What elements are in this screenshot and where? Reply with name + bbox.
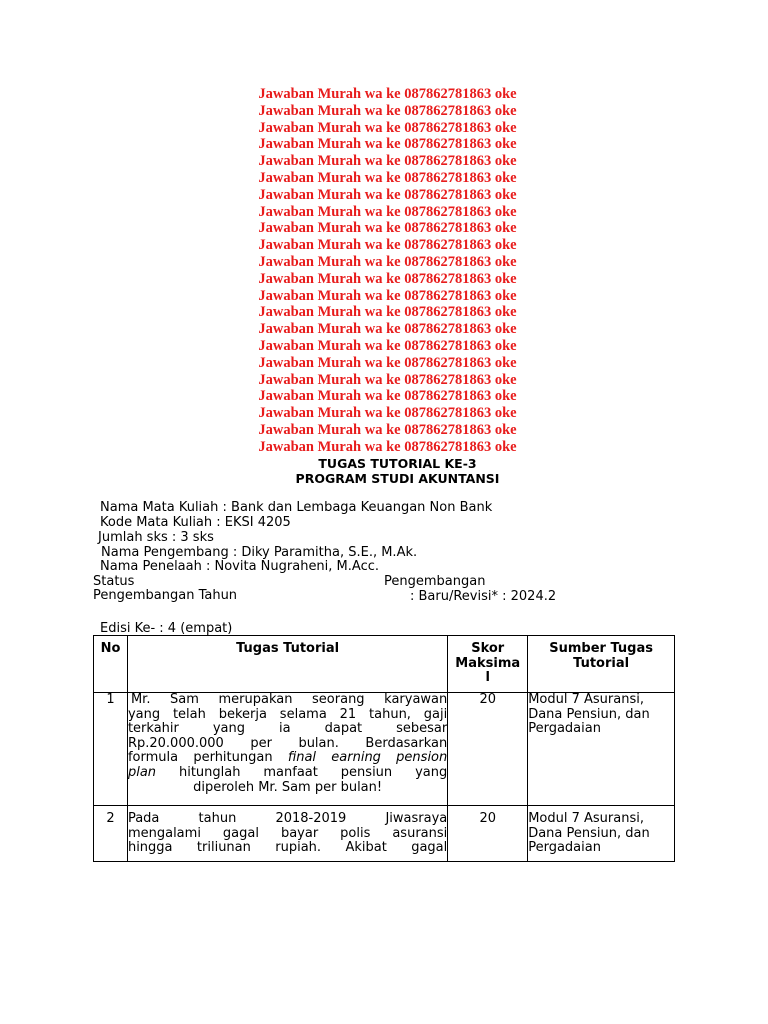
task-line: hingga triliunan rupiah. Akibat gagal <box>127 840 448 856</box>
watermark-line: Jawaban Murah wa ke 087862781863 oke <box>258 220 517 237</box>
task-description <box>127 806 447 862</box>
table-row <box>94 806 675 862</box>
watermark-line: Jawaban Murah wa ke 087862781863 oke <box>258 304 517 321</box>
source-line: Dana Pensiun, dan <box>528 825 650 841</box>
task-description <box>127 693 447 806</box>
watermark-line: Jawaban Murah wa ke 087862781863 oke <box>258 253 517 270</box>
source-line: Modul 7 Asuransi, <box>528 692 644 707</box>
assignment-title: TUGAS TUTORIAL KE-3 <box>318 456 477 471</box>
task-line: mengalami gagal bayar polis asuransi <box>127 825 448 841</box>
table-row <box>94 693 675 806</box>
credit-count: Jumlah sks : 3 sks <box>98 530 214 545</box>
reviewer-name: Nama Penelaah : Novita Nugraheni, M.Acc. <box>100 559 379 574</box>
source-line: Pergadaian <box>528 840 601 856</box>
header-task: Tugas Tutorial <box>127 636 447 693</box>
max-score: 20 <box>448 693 528 806</box>
header-source-line1: Sumber Tugas <box>549 641 653 656</box>
header-max-score <box>448 636 528 693</box>
watermark-line: Jawaban Murah wa ke 087862781863 oke <box>258 169 517 186</box>
task-source <box>528 693 675 806</box>
course-name: Nama Mata Kuliah : Bank dan Lembaga Keuangan Non Bank <box>100 500 493 515</box>
task-text: hitunglah manfaat pensiun yang <box>178 764 448 780</box>
header-max-score-line2: Maksima <box>455 655 521 671</box>
header-source-line2: Tutorial <box>573 655 630 671</box>
watermark-line: Jawaban Murah wa ke 087862781863 oke <box>258 270 517 287</box>
developer-name: Nama Pengembang : Diky Paramitha, S.E., M.Ak. <box>101 545 418 560</box>
watermark-text-block <box>0 86 768 456</box>
watermark-line: Jawaban Murah wa ke 087862781863 oke <box>258 337 517 354</box>
header-source <box>528 636 675 693</box>
header-no: No <box>94 636 128 693</box>
task-line: yang telah bekerja selama 21 tahun, gaji <box>127 706 448 722</box>
watermark-line: Jawaban Murah wa ke 087862781863 oke <box>258 421 517 438</box>
table-header-row <box>94 636 675 693</box>
task-line <box>128 751 447 766</box>
watermark-line: Jawaban Murah wa ke 087862781863 oke <box>258 86 517 102</box>
course-code: Kode Mata Kuliah : EKSI 4205 <box>100 515 291 530</box>
watermark-line: Jawaban Murah wa ke 087862781863 oke <box>258 136 517 153</box>
watermark-line: Jawaban Murah wa ke 087862781863 oke <box>258 321 517 338</box>
study-program-title: PROGRAM STUDI AKUNTANSI <box>295 471 500 486</box>
watermark-line: Jawaban Murah wa ke 087862781863 oke <box>258 371 517 388</box>
task-source <box>528 806 675 862</box>
status-label: Status <box>93 574 135 589</box>
source-line: Modul 7 Asuransi, <box>528 811 644 826</box>
watermark-line: Jawaban Murah wa ke 087862781863 oke <box>258 119 517 136</box>
watermark-line: Jawaban Murah wa ke 087862781863 oke <box>258 237 517 254</box>
watermark-line: Jawaban Murah wa ke 087862781863 oke <box>258 186 517 203</box>
task-line: Pada tahun 2018-2019 Jiwasraya <box>127 811 448 826</box>
header-max-score-line1: Skor <box>471 641 505 656</box>
watermark-line: Jawaban Murah wa ke 087862781863 oke <box>258 287 517 304</box>
task-line <box>128 766 447 781</box>
watermark-line: Jawaban Murah wa ke 087862781863 oke <box>258 438 517 455</box>
task-line: diperoleh Mr. Sam per bulan! <box>193 779 383 795</box>
source-line: Pergadaian <box>528 721 601 737</box>
watermark-line: Jawaban Murah wa ke 087862781863 oke <box>258 388 517 405</box>
row-number: 1 <box>94 693 128 806</box>
edition: Edisi Ke- : 4 (empat) <box>100 621 233 636</box>
task-line: Rp.20.000.000 per bulan. Berdasarkan <box>127 735 448 751</box>
task-line: terkahir yang ia dapat sebesar <box>127 721 448 737</box>
watermark-line: Jawaban Murah wa ke 087862781863 oke <box>258 405 517 422</box>
watermark-line: Jawaban Murah wa ke 087862781863 oke <box>258 354 517 371</box>
task-italic-term: final earning pension <box>287 750 448 766</box>
development-year-value: : Baru/Revisi* : 2024.2 <box>410 589 557 604</box>
status-value: Pengembangan <box>384 574 486 589</box>
task-italic-term: plan <box>127 764 157 780</box>
max-score: 20 <box>448 806 528 862</box>
header-max-score-line3: l <box>485 670 490 686</box>
development-year-label: Pengembangan Tahun <box>93 588 238 603</box>
watermark-line: Jawaban Murah wa ke 087862781863 oke <box>258 203 517 220</box>
row-number: 2 <box>94 806 128 862</box>
tasks-table <box>93 635 675 862</box>
source-line: Dana Pensiun, dan <box>528 706 650 722</box>
task-line: Mr. Sam merupakan seorang karyawan <box>130 692 448 707</box>
task-text: formula perhitungan <box>127 750 273 766</box>
watermark-line: Jawaban Murah wa ke 087862781863 oke <box>258 153 517 170</box>
watermark-line: Jawaban Murah wa ke 087862781863 oke <box>258 102 517 119</box>
